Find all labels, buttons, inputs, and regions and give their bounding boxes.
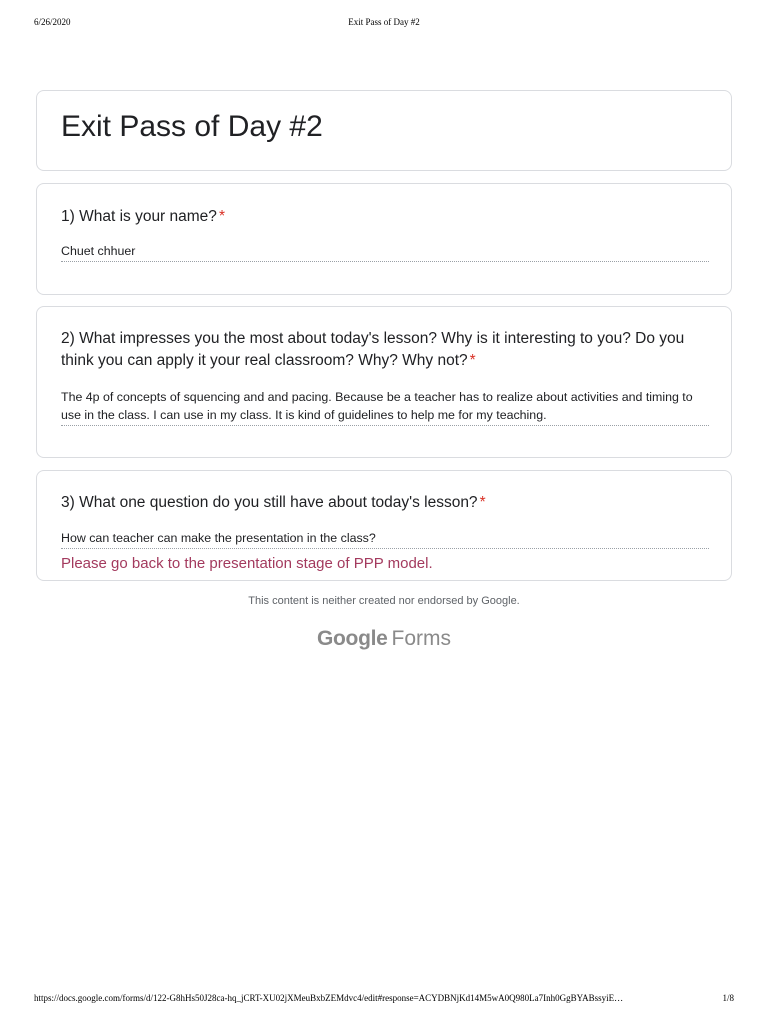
disclaimer-text: This content is neither created nor endorsed by Google.: [248, 595, 520, 607]
print-header: [0, 17, 768, 31]
form-title: Exit Pass of Day #2: [61, 110, 323, 143]
print-url: https://docs.google.com/forms/d/122-G8hHs50J28ca-hq_jCRT-XU02jXMeuBxbZEMdvc4/edit#response=ACYDBNjKd14M5wA0Q980La7Inh0GgBYABssyiE…: [34, 993, 624, 1003]
question-card-3: [36, 470, 732, 581]
answer-1: Chuet chhuer: [61, 242, 709, 262]
question-3-label: 3) What one question do you still have about today's lesson?: [61, 494, 478, 511]
print-footer: [0, 993, 768, 1007]
question-2-text: [61, 328, 697, 372]
question-2-label: 2) What impresses you the most about today's lesson? Why is it interesting to you? Do you think you can apply it your real classroom? Why? Why not?: [61, 330, 685, 369]
answer-2: The 4p of concepts of squencing and and pacing. Because be a teacher has to realize about activities and timing to use in the class. I can use in my class. It is kind of guidelines to help me for my teaching.: [61, 388, 709, 426]
print-date: 6/26/2020: [34, 17, 71, 27]
question-1-label: 1) What is your name?: [61, 208, 217, 225]
google-wordmark: Google: [316, 627, 388, 650]
required-asterisk: *: [469, 352, 476, 369]
required-asterisk: *: [218, 208, 225, 225]
question-1-text: [61, 206, 697, 228]
print-page-number: 1/8: [722, 993, 734, 1003]
print-title: Exit Pass of Day #2: [348, 17, 420, 27]
question-card-2: [36, 306, 732, 458]
forms-wordmark: Forms: [391, 627, 452, 650]
answer-3: How can teacher can make the presentation in the class?: [61, 529, 709, 549]
google-forms-logo: [0, 627, 768, 651]
question-3-text: [61, 492, 697, 514]
answer-3-feedback: Please go back to the presentation stage of PPP model.: [61, 555, 433, 572]
required-asterisk: *: [479, 494, 486, 511]
form-title-card: [36, 90, 732, 171]
question-card-1: [36, 183, 732, 295]
